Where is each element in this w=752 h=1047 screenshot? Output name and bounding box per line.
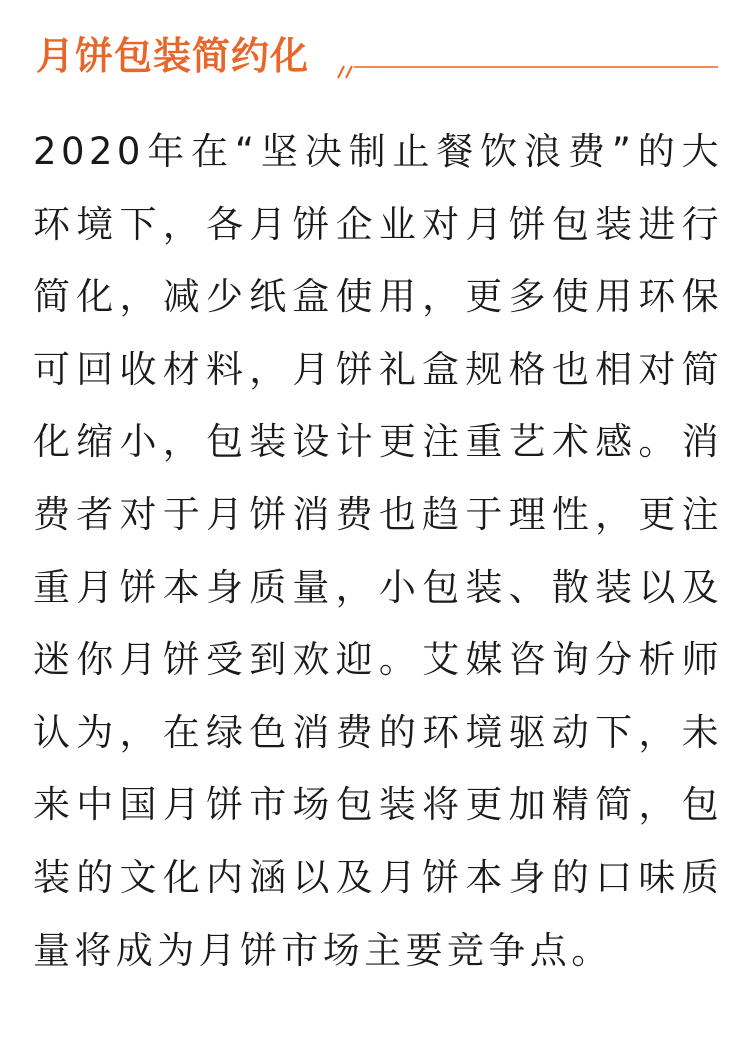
- title-divider-line: [332, 58, 718, 80]
- section-title: 月饼包装简约化: [36, 34, 310, 78]
- section-header: [36, 28, 726, 88]
- divider-slash-1: [338, 66, 344, 78]
- divider-slash-2: [346, 66, 352, 78]
- article-paragraph: 2020年在“坚决制止餐饮浪费”的大环境下，各月饼企业对月饼包装进行简化，减少纸盒使用，更多使用环保可回收材料，月饼礼盒规格也相对简化缩小，包装设计更注重艺术感。消费者对于月饼消费也趋于理性，更注重月饼本身质量，小包装、散装以及迷你月饼受到欢迎。艾媒咨询分析师认为，在绿色消费的环境驱动下，未来中国月饼市场包装将更加精简，包装的文化内涵以及月饼本身的口味质量将成为月饼市场主要竞争点。: [33, 130, 723, 972]
